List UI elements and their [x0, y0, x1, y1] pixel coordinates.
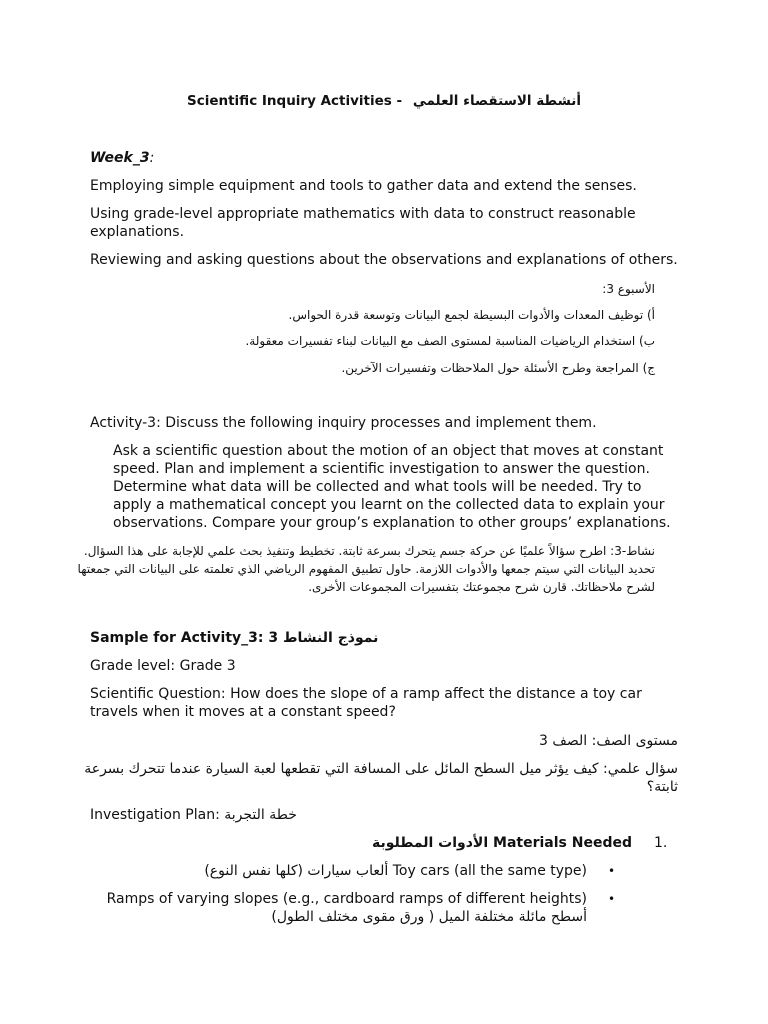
- week-objective-arabic-1: أ) توظيف المعدات والأدوات البسيطة لجمع البيانات وتوسعة قدرة الحواس.: [288, 308, 655, 322]
- materials-item-1-arabic: ألعاب سيارات (كلها نفس النوع): [204, 863, 389, 879]
- week-objective-arabic-2: ب) استخدام الرياضيات المناسبة لمستوى الصف مع البيانات لبناء تفسيرات معقولة.: [245, 334, 655, 348]
- bullet-icon: •: [608, 864, 616, 878]
- week-heading: [90, 149, 154, 167]
- week-objective-1: Employing simple equipment and tools to gather data and extend the senses.: [90, 178, 637, 194]
- title-english: Scientific Inquiry Activities: [186, 93, 392, 109]
- grade-level: Grade level: Grade 3: [90, 658, 236, 674]
- activity-heading: Activity-3: Discuss the following inquiry processes and implement them.: [90, 415, 597, 431]
- investigation-plan: [90, 806, 650, 824]
- page-title: [0, 92, 768, 110]
- materials-item-1-english: Toy cars (all the same type): [392, 863, 587, 879]
- scientific-question: Scientific Question: How does the slope of a ramp affect the distance a toy car travels when it moves at a constant speed?: [90, 686, 642, 720]
- materials-heading-arabic: الأدوات المطلوبة: [371, 835, 489, 851]
- bullet-icon: •: [608, 892, 616, 906]
- week-colon: :: [149, 150, 155, 166]
- week-objective-2: Using grade-level appropriate mathematics with data to construct reasonable explanations.: [90, 206, 636, 240]
- title-separator: -: [391, 93, 407, 109]
- activity-description-arabic: نشاط-3: اطرح سؤالاً علميًا عن حركة جسم يتحرك بسرعة ثابتة. تخطيط وتنفيذ بحث علمي للإجابة على هذا السؤال. تحديد البيانات التي سيتم جمعها والأدوات اللازمة. حاول تطبيق المفهوم الرياضي الذي تعلمته على البيانات التي جمعتها لشرح ملاحظاتك. قارن شرح مجموعتك بتفسيرات المجموعات الأخرى.: [77, 544, 655, 594]
- title-arabic: أنشطة الاستقصاء العلمي: [412, 93, 582, 109]
- week-label: Week_3: [90, 150, 150, 166]
- investigation-plan-english: Investigation Plan:: [90, 807, 220, 823]
- materials-item-2-arabic: أسطح مائلة مختلفة الميل ( ورق مقوى مختلف الطول): [271, 909, 587, 925]
- materials-number: 1.: [654, 835, 668, 851]
- investigation-plan-arabic: خطة التجربة: [224, 807, 297, 823]
- week-objective-3: Reviewing and asking questions about the observations and explanations of others.: [90, 252, 678, 268]
- week-heading-arabic: الأسبوع 3:: [602, 282, 655, 296]
- sample-heading: [90, 629, 650, 647]
- sample-heading-english: Sample for Activity_3:: [90, 630, 264, 646]
- materials-item-2-english: Ramps of varying slopes (e.g., cardboard ramps of different heights): [106, 891, 587, 907]
- activity-description: Ask a scientific question about the motion of an object that moves at constant speed. Plan and implement a scientific investigation to answer the question. Determine what data will be collected and what tools will be needed. Try to apply a mathematical concept you learnt on the collected data to explain your observations. Compare your group’s explanation to other groups’ explanations.: [113, 443, 671, 531]
- week-objective-arabic-3: ج) المراجعة وطرح الأسئلة حول الملاحظات وتفسيرات الآخرين.: [341, 361, 655, 375]
- materials-heading-english: Materials Needed: [493, 835, 632, 851]
- scientific-question-arabic: سؤال علمي: كيف يؤثر ميل السطح المائل على المسافة التي تقطعها لعبة السيارة عندما تتحرك بسرعة ثابتة؟: [84, 761, 678, 795]
- sample-heading-arabic: نموذج النشاط 3: [268, 630, 379, 646]
- grade-level-arabic: مستوى الصف: الصف 3: [539, 733, 678, 749]
